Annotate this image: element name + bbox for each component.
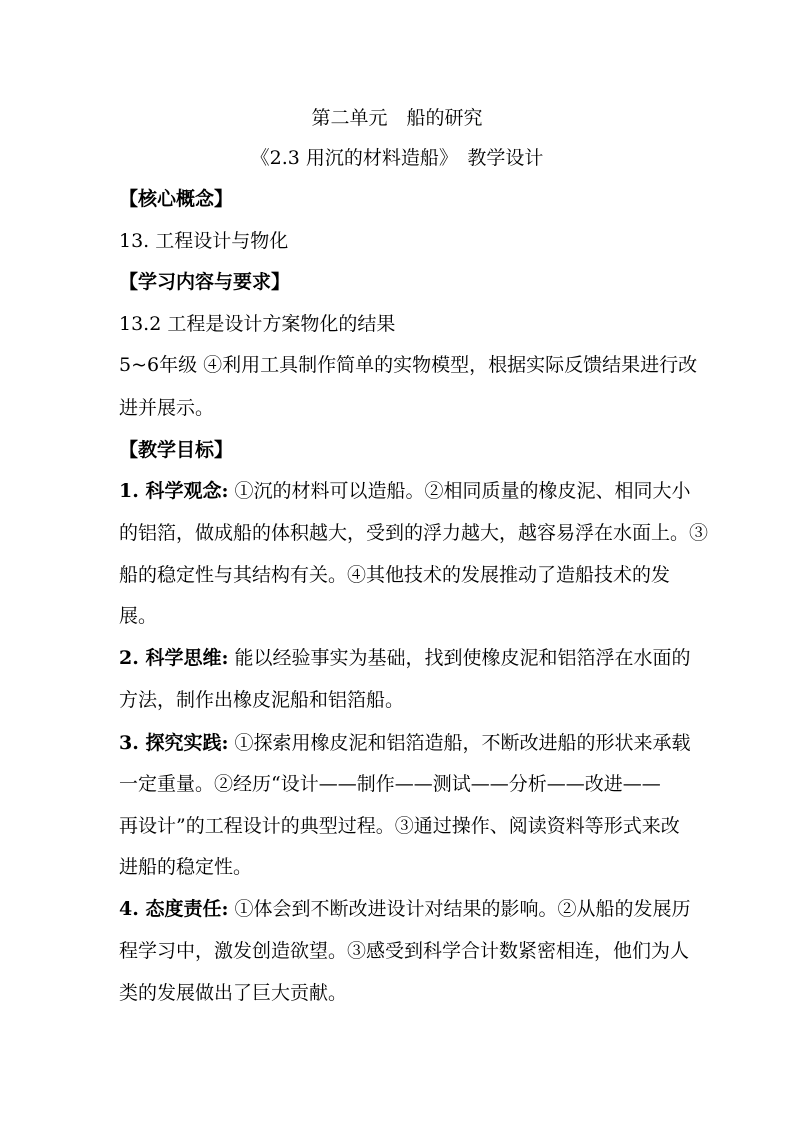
goal3-text: ①探索用橡皮泥和铝箔造船，不断改进船的形状来承载: [228, 732, 691, 754]
goal1-line1: [119, 479, 694, 503]
goal1-line2: 的铝箔，做成船的体积越大，受到的浮力越大，越容易浮在水面上。③: [119, 522, 709, 544]
goal3-line2: 一定重量。②经历“设计——制作——测试——分析——改进——: [119, 773, 661, 795]
requirements-item: 13.2 工程是设计方案物化的结果: [119, 313, 396, 335]
goal4-line3: 类的发展做出了巨大贡献。: [119, 982, 348, 1004]
goal2-line2: 方法，制作出橡皮泥船和铝箔船。: [119, 689, 405, 711]
goal1-line3: 船的稳定性与其结构有关。④其他技术的发展推动了造船技术的发: [119, 564, 671, 586]
goal1-label: 1. 科学观念:: [119, 480, 229, 502]
goal2-text: 能以经验事实为基础，找到使橡皮泥和铝箔浮在水面的: [228, 647, 691, 669]
goal3-line4: 进船的稳定性。: [119, 856, 253, 878]
goal2-label: 2. 科学思维:: [119, 647, 229, 669]
goal3-label: 3. 探究实践:: [119, 732, 229, 754]
goal2-line1: [119, 646, 694, 670]
goal1-text: ①沉的材料可以造船。②相同质量的橡皮泥、相同大小: [228, 480, 691, 502]
goal3-line3: 再设计”的工程设计的典型过程。③通过操作、阅读资料等形式来改: [119, 815, 680, 837]
goal3-line1: [119, 731, 694, 755]
document-title-unit: 第二单元 船的研究: [311, 107, 483, 129]
requirements-detail-line1: 5~6年级 ④利用工具制作简单的实物模型，根据实际反馈结果进行改: [119, 354, 698, 376]
goal4-line1: [119, 897, 694, 921]
goal4-label: 4. 态度责任:: [119, 898, 229, 920]
goal4-text: ①体会到不断改进设计对结果的影响。②从船的发展历: [228, 898, 691, 920]
core-concept-text: 13. 工程设计与物化: [119, 230, 289, 252]
goal4-line2: 程学习中，激发创造欲望。③感受到科学合计数紧密相连，他们为人: [119, 940, 690, 962]
core-concept-heading: 【核心概念】: [119, 188, 234, 210]
goal1-line4: 展。: [119, 605, 158, 627]
goals-heading: 【教学目标】: [119, 439, 234, 461]
document-title-lesson: 《2.3 用沉的材料造船》 教学设计: [250, 147, 544, 169]
requirements-detail-line2: 进并展示。: [119, 397, 215, 419]
requirements-heading: 【学习内容与要求】: [119, 271, 291, 293]
